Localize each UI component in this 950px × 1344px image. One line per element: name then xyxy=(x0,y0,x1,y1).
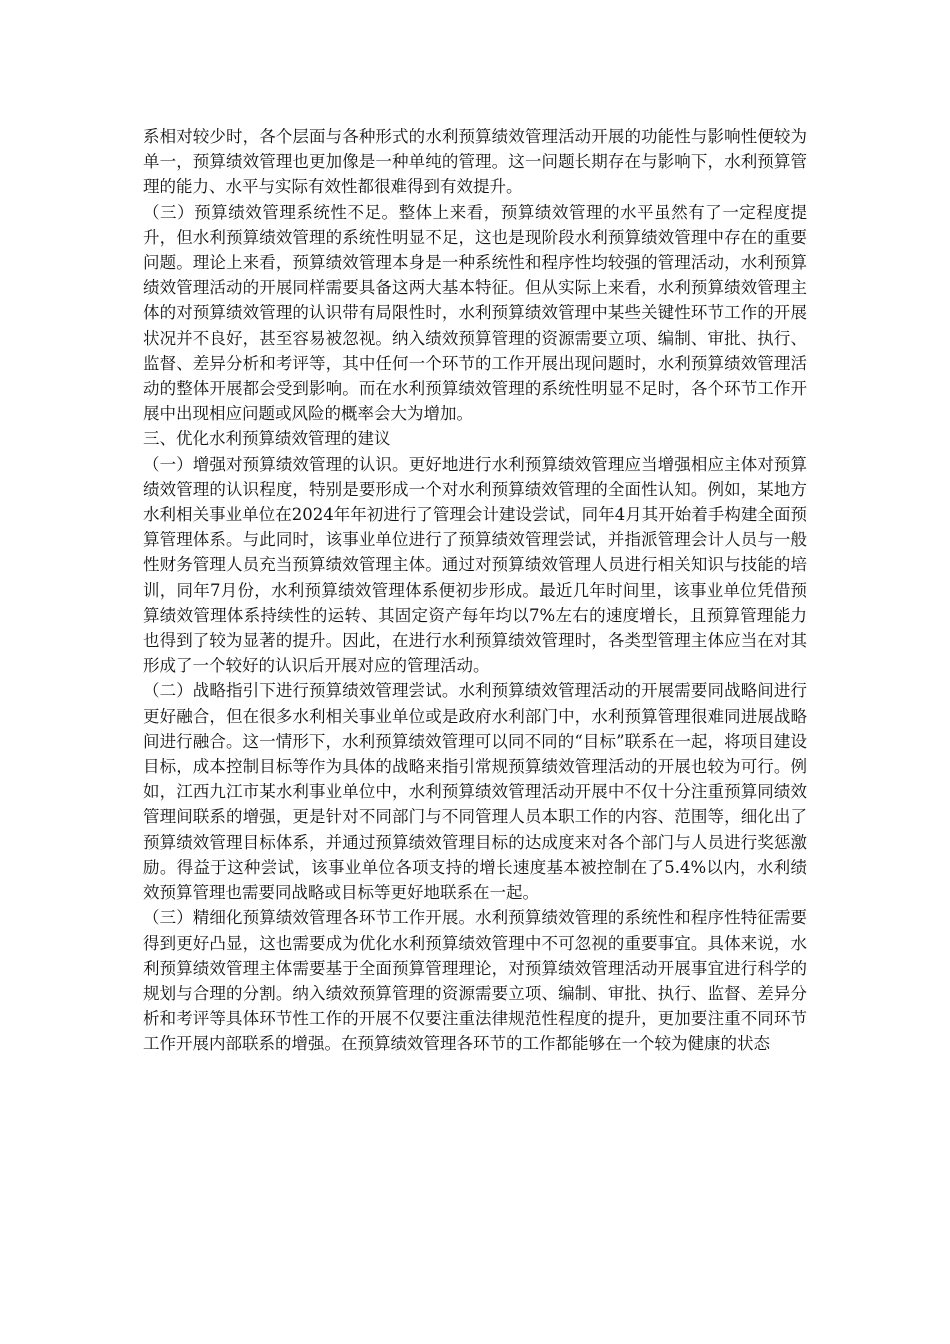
paragraph-continuation: 系相对较少时，各个层面与各种形式的水利预算绩效管理活动开展的功能性与影响性便较为单一，预算绩效管理也更加像是一种单纯的管理。这一问题长期存在与影响下，水利预算管理的能力、水平与实际有效性都很难得到有效提升。 xyxy=(143,127,807,197)
paragraph-enhance-awareness: （一）增强对预算绩效管理的认识。更好地进行水利预算绩效管理应当增强相应主体对预算绩效管理的认识程度，特别是要形成一个对水利预算绩效管理的全面性认知。例如，某地方水利相关事业单位在2024年年初进行了管理会计建设尝试，同年4月其开始着手构建全面预算管理体系。与此同时，该事业单位进行了预算绩效管理尝试，并指派管理会计人员与一般性财务管理人员充当预算绩效管理主体。通过对预算绩效管理人员进行相关知识与技能的培训，同年7月份，水利预算绩效管理体系便初步形成。最近几年时间里，该事业单位凭借预算绩效管理体系持续性的运转、其固定资产每年均以7%左右的速度增长，且预算管理能力也得到了较为显著的提升。因此，在进行水利预算绩效管理时，各类型管理主体应当在对其形成了一个较好的认识后开展对应的管理活动。 xyxy=(143,454,807,676)
paragraph-refine-process: （三）精细化预算绩效管理各环节工作开展。水利预算绩效管理的系统性和程序性特征需要得到更好凸显，这也需要成为优化水利预算绩效管理中不可忽视的重要事宜。具体来说，水利预算绩效管理主体需要基于全面预算管理理论，对预算绩效管理活动开展事宜进行科学的规划与合理的分割。纳入绩效预算管理的资源需要立项、编制、审批、执行、监督、差异分析和考评等具体环节性工作的开展不仅要注重法律规范性程度的提升，更加要注重不同环节工作开展内部联系的增强。在预算绩效管理各环节的工作都能够在一个较为健康的状态 xyxy=(143,908,807,1054)
section-heading-suggestions: 三、优化水利预算绩效管理的建议 xyxy=(143,429,391,449)
document-body xyxy=(143,124,807,1057)
paragraph-strategy-guidance: （二）战略指引下进行预算绩效管理尝试。水利预算绩效管理活动的开展需要同战略间进行更好融合，但在很多水利相关事业单位或是政府水利部门中，水利预算管理很难同进展战略间进行融合。这一情形下，水利预算绩效管理可以同不同的“目标”联系在一起，将项目建设目标，成本控制目标等作为具体的战略来指引常规预算绩效管理活动的开展也较为可行。例如，江西九江市某水利事业单位中，水利预算绩效管理活动开展中不仅十分注重预算同绩效管理间联系的增强，更是针对不同部门与不同管理人员本职工作的内容、范围等，细化出了预算绩效管理目标体系，并通过预算绩效管理目标的达成度来对各个部门与人员进行奖惩激励。得益于这种尝试，该事业单位各项支持的增长速度基本被控制在了5.4%以内，水利绩效预算管理也需要同战略或目标等更好地联系在一起。 xyxy=(143,681,807,903)
paragraph-systematic-deficiency: （三）预算绩效管理系统性不足。整体上来看，预算绩效管理的水平虽然有了一定程度提升，但水利预算绩效管理的系统性明显不足，这也是现阶段水利预算绩效管理中存在的重要问题。理论上来看，预算绩效管理本身是一种系统性和程序性均较强的管理活动，水利预算绩效管理活动的开展同样需要具备这两大基本特征。但从实际上来看，水利预算绩效管理主体的对预算绩效管理的认识带有局限性时，水利预算绩效管理中某些关键性环节工作的开展状况并不良好，甚至容易被忽视。纳入绩效预算管理的资源需要立项、编制、审批、执行、监督、差异分析和考评等，其中任何一个环节的工作开展出现问题时，水利预算绩效管理活动的整体开展都会受到影响。而在水利预算绩效管理的系统性明显不足时，各个环节工作开展中出现相应问题或风险的概率会大为增加。 xyxy=(143,202,807,424)
